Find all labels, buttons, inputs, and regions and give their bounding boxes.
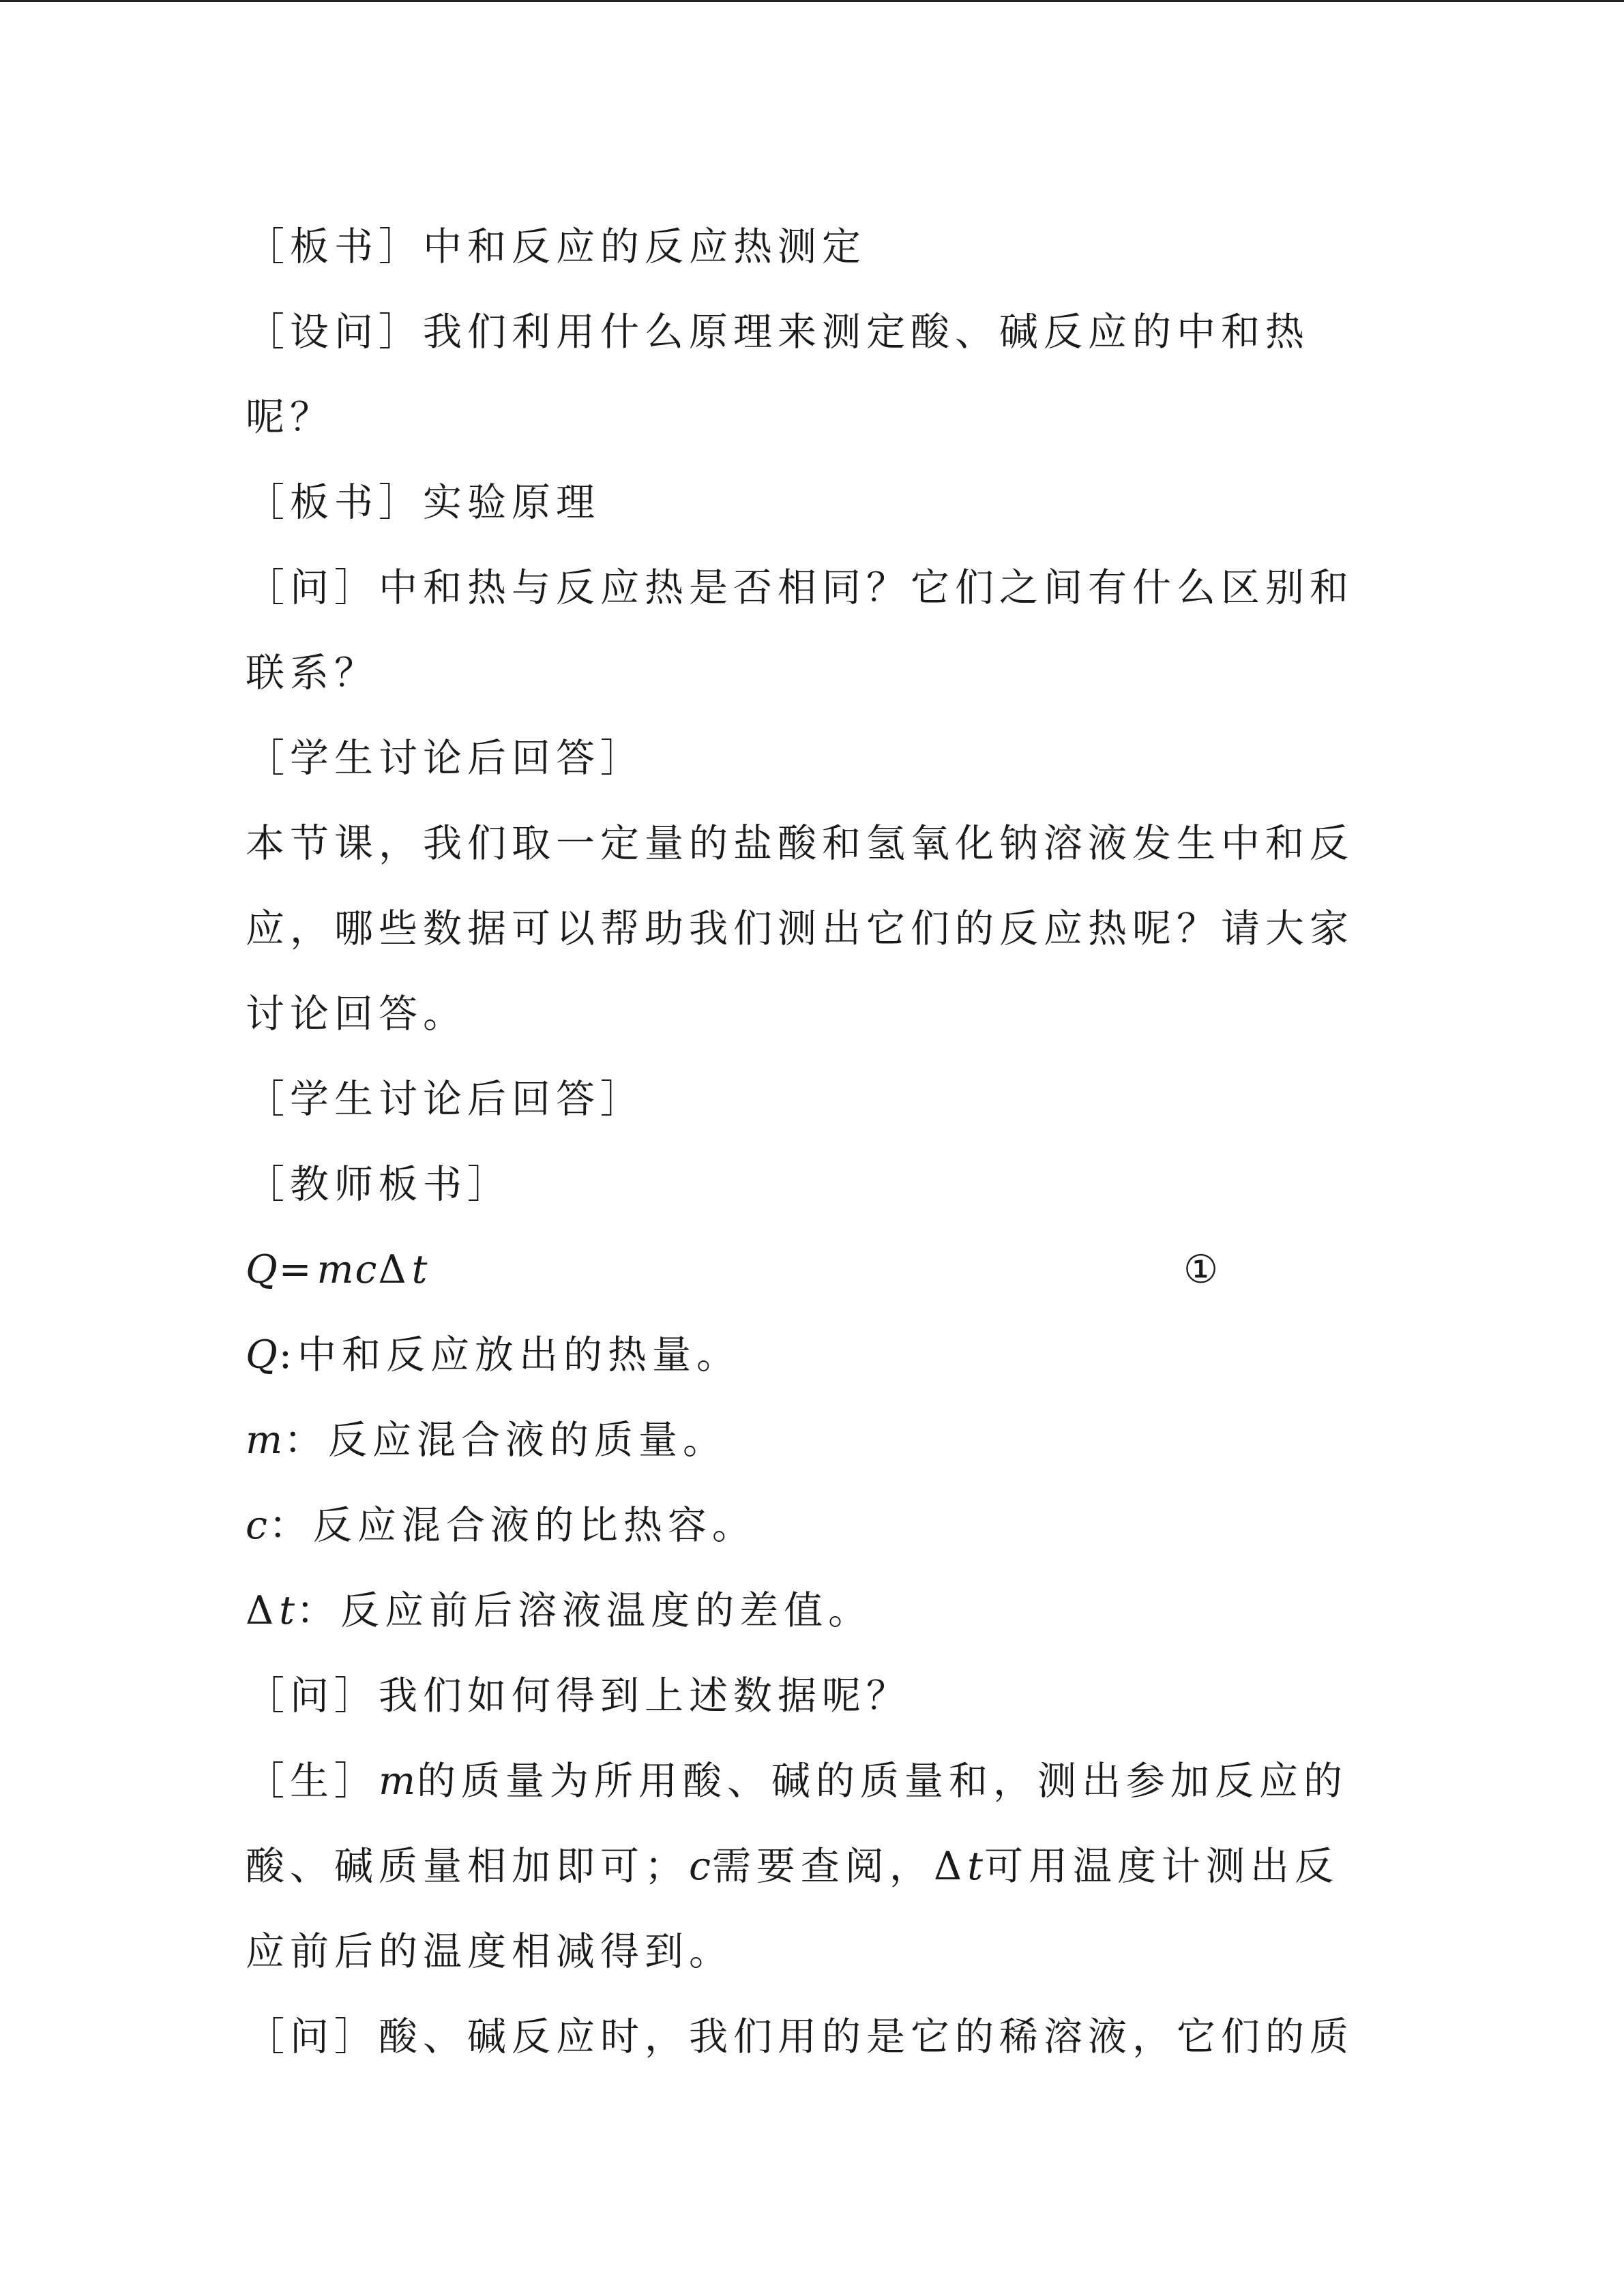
definition-text: :中和反应放出的热量。 bbox=[278, 1332, 741, 1377]
question-line: ［问］我们如何得到上述数据呢？ bbox=[246, 1673, 911, 1718]
student-answer-line bbox=[246, 1739, 1364, 1824]
definition-m bbox=[246, 1398, 1364, 1483]
formula-q: Q bbox=[246, 1247, 279, 1292]
question-line-cont: 联系？ bbox=[246, 651, 379, 696]
definition-delta-t bbox=[246, 1568, 1364, 1654]
formula-t: t bbox=[411, 1247, 429, 1292]
symbol-delta: Δ bbox=[933, 1844, 968, 1889]
answer-text: 的质量为所用酸、碱的质量和，测出参加反应的 bbox=[417, 1759, 1348, 1804]
document-page bbox=[246, 205, 1364, 2080]
question-line: ［设问］我们利用什么原理来测定酸、碱反应的中和热 bbox=[246, 310, 1310, 355]
question-line-cont: 呢？ bbox=[246, 395, 334, 440]
symbol-c: c bbox=[689, 1844, 712, 1889]
student-answer-line bbox=[246, 1824, 1364, 1909]
symbol-t: t bbox=[967, 1844, 985, 1889]
question-line: ［问］酸、碱反应时，我们用的是它的稀溶液，它们的质 bbox=[246, 2014, 1354, 2059]
question-line: ［问］中和热与反应热是否相同？它们之间有什么区别和 bbox=[246, 565, 1354, 610]
paragraph-line: 本节课，我们取一定量的盐酸和氢氧化钠溶液发生中和反 bbox=[246, 821, 1354, 866]
paragraph-line: 应，哪些数据可以帮助我们测出它们的反应热呢？请大家 bbox=[246, 906, 1354, 951]
answer-text: 可用温度计测出反 bbox=[984, 1844, 1340, 1889]
symbol-delta: Δ bbox=[246, 1588, 280, 1633]
formula-delta: Δ bbox=[378, 1247, 412, 1292]
heat-formula bbox=[246, 1227, 1364, 1313]
student-label: ［生］ bbox=[246, 1759, 379, 1804]
formula-mc: mc bbox=[316, 1247, 379, 1292]
symbol-m: m bbox=[246, 1418, 284, 1463]
student-answer-note: ［学生讨论后回答］ bbox=[246, 736, 645, 781]
symbol-t: t bbox=[279, 1588, 297, 1633]
definition-c bbox=[246, 1483, 1364, 1568]
answer-text: 酸、碱质量相加即可； bbox=[246, 1844, 689, 1889]
paragraph-line: 讨论回答。 bbox=[246, 992, 467, 1037]
definition-q bbox=[246, 1313, 1364, 1398]
symbol-q: Q bbox=[246, 1332, 279, 1377]
definition-text: ：反应混合液的质量。 bbox=[284, 1418, 728, 1463]
student-answer-note: ［学生讨论后回答］ bbox=[246, 1077, 645, 1122]
board-principle: ［板书］实验原理 bbox=[246, 480, 600, 525]
definition-text: ：反应前后溶液温度的差值。 bbox=[296, 1588, 873, 1633]
formula-equals: = bbox=[278, 1247, 317, 1292]
page-top-border bbox=[0, 0, 1624, 2]
symbol-c: c bbox=[246, 1503, 269, 1548]
answer-text: 需要查阅， bbox=[711, 1844, 934, 1889]
equation-number: ① bbox=[1183, 1247, 1224, 1292]
symbol-m: m bbox=[379, 1759, 417, 1804]
board-title: ［板书］中和反应的反应热测定 bbox=[246, 224, 866, 269]
definition-text: ：反应混合液的比热容。 bbox=[268, 1503, 756, 1548]
student-answer-line: 应前后的温度相减得到。 bbox=[246, 1929, 733, 1974]
teacher-board-note: ［教师板书］ bbox=[246, 1162, 512, 1207]
